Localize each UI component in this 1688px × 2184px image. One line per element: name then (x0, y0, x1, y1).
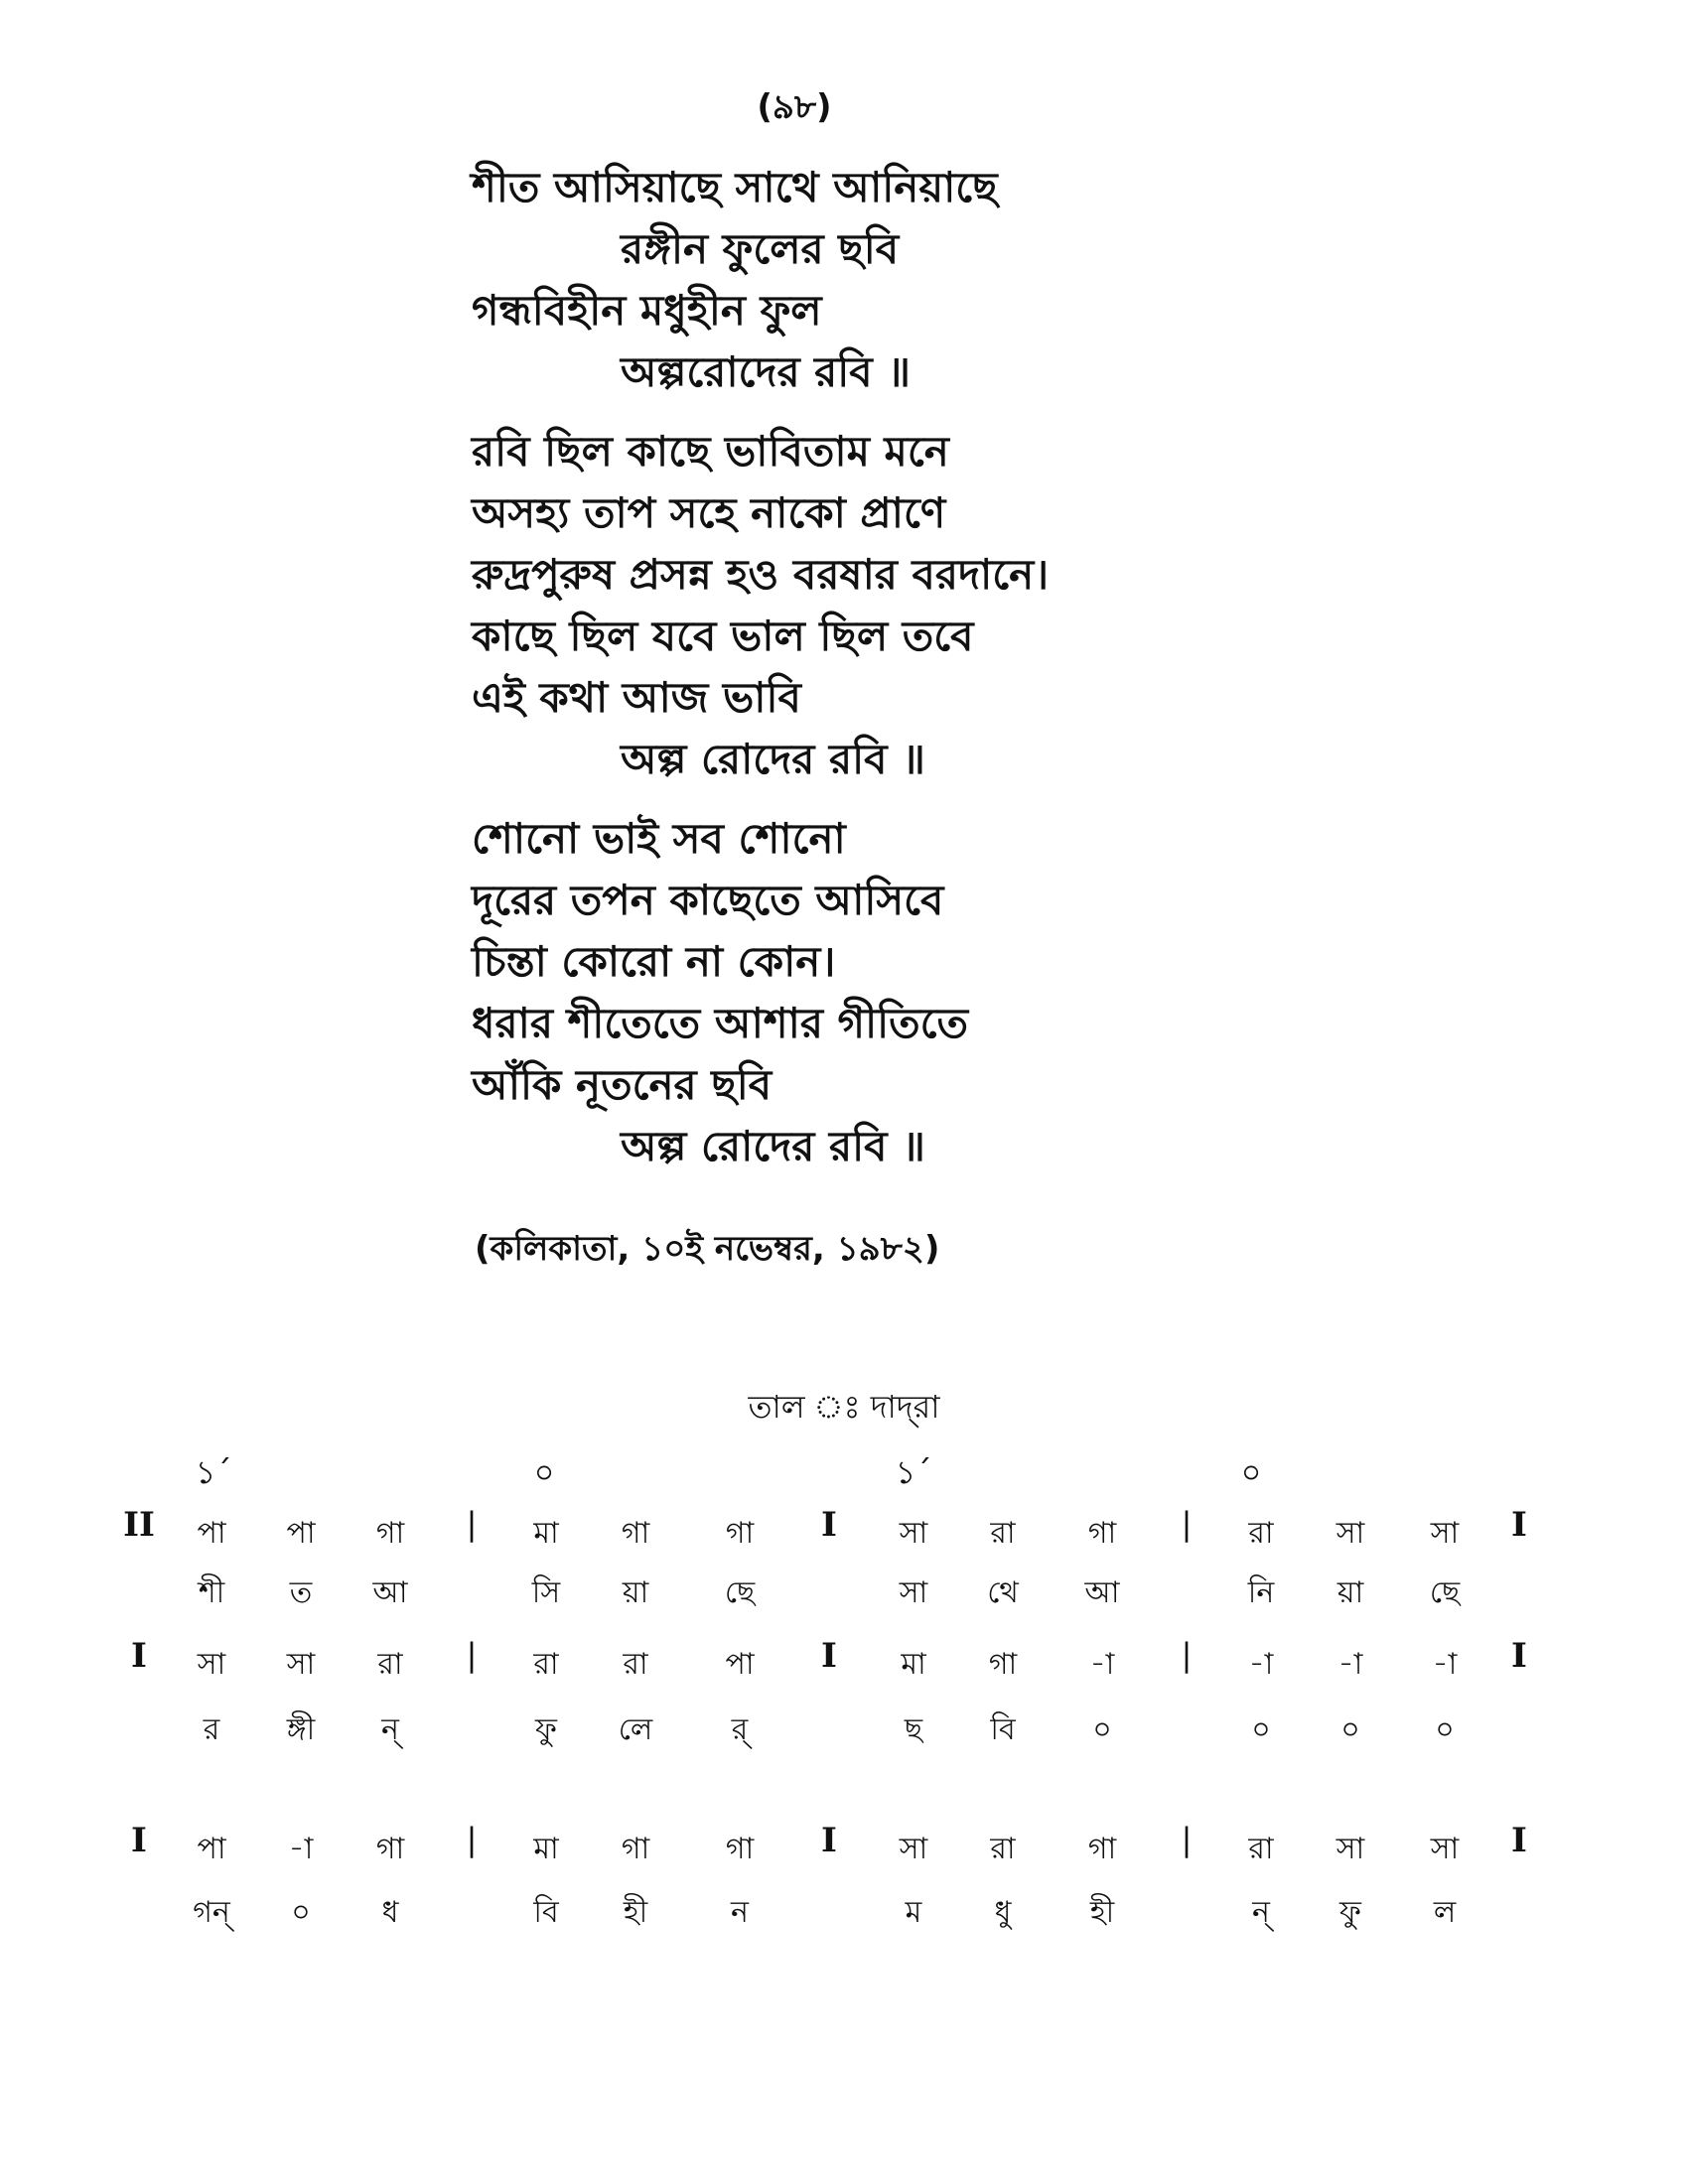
poem-line: অল্পরোদের রবি ॥ (621, 347, 912, 396)
lyric-syllable: আ (372, 1575, 408, 1610)
lyric-syllable: ০ (1340, 1712, 1360, 1747)
swara-note: গা (375, 1516, 405, 1551)
lyric-syllable: ছে (724, 1575, 756, 1610)
poem-line: রুদ্রপুরুষ প্রসন্ন হও বরষার বরদানে। (472, 550, 1050, 599)
lyric-syllable: ধু (994, 1895, 1012, 1930)
lyric-syllable: র (203, 1712, 220, 1747)
lyric-syllable: ধ (381, 1895, 399, 1930)
lyric-syllable: ল (1433, 1895, 1457, 1930)
poem-line: ধরার শীতেতে আশার গীতিতে (472, 999, 969, 1047)
swara-note: গা (621, 1832, 650, 1866)
swara-note: পা (725, 1647, 755, 1682)
swara-note: গা (1087, 1516, 1117, 1551)
lyric-syllable: আ (1084, 1575, 1120, 1610)
swara-note: সা (899, 1832, 928, 1866)
bar-line: | (1181, 1636, 1193, 1674)
swara-note: -া (1248, 1647, 1274, 1682)
row-end-mark: I (1511, 1505, 1527, 1545)
swara-note: রা (1248, 1832, 1274, 1866)
swara-note: সা (197, 1647, 226, 1682)
poem-line: এই কথা আজ ভাবি (472, 673, 801, 722)
tala-beat-mark: ০ (533, 1453, 555, 1491)
bar-line: | (1181, 1505, 1193, 1543)
swara-note: গা (621, 1516, 650, 1551)
tala-beat-mark: ১´ (895, 1453, 932, 1491)
row-start-mark: I (131, 1821, 147, 1860)
lyric-syllable: ফু (1339, 1895, 1361, 1930)
lyric-syllable: হী (1089, 1895, 1115, 1930)
lyric-syllable: ০ (291, 1895, 311, 1930)
row-end-mark: I (1511, 1636, 1527, 1676)
bar-line: I (821, 1821, 837, 1860)
lyric-syllable: লে (618, 1712, 653, 1747)
lyric-syllable: থে (987, 1575, 1019, 1610)
lyric-syllable: ম (905, 1895, 922, 1930)
swara-note: গা (1087, 1832, 1117, 1866)
swara-note: রা (533, 1647, 559, 1682)
row-start-mark: II (123, 1505, 155, 1545)
poem-line: শীত আসিয়াছে সাথে আনিয়াছে (472, 163, 998, 211)
poem-line: শোনো ভাই সব শোনো (472, 814, 846, 863)
poem-line: অল্প রোদের রবি ॥ (621, 1122, 925, 1170)
swara-note: -া (1432, 1647, 1458, 1682)
swara-note: রা (990, 1832, 1016, 1866)
page-number: (৯৮) (757, 87, 832, 127)
swara-note: গা (725, 1516, 755, 1551)
lyric-syllable: ন্ (1252, 1895, 1270, 1930)
swara-note: সা (1430, 1516, 1460, 1551)
swara-note: গা (375, 1832, 405, 1866)
poem-line: অল্প রোদের রবি ॥ (621, 735, 925, 783)
lyric-syllable: গন্ (193, 1895, 230, 1930)
swara-note: রা (1248, 1516, 1274, 1551)
lyric-syllable: ০ (1251, 1712, 1271, 1747)
bar-line: | (466, 1505, 478, 1543)
swara-note: রা (623, 1647, 648, 1682)
poem-line: আঁকি নূতনের ছবি (472, 1060, 773, 1109)
swara-note: মা (901, 1647, 926, 1682)
poem-line: চিন্তা কোরো না কোন। (472, 937, 836, 986)
poem-line: গন্ধবিহীন মধুহীন ফুল (472, 286, 822, 335)
lyric-syllable: সি (531, 1575, 561, 1610)
swara-note: -া (288, 1832, 314, 1866)
poem-line: অসহ্য তাপ সহে নাকো প্রাণে (472, 488, 946, 537)
swara-note: সা (286, 1647, 316, 1682)
lyric-syllable: হী (623, 1895, 648, 1930)
swara-note: -া (1337, 1647, 1363, 1682)
lyric-syllable: ন (731, 1895, 749, 1930)
lyric-syllable: য়া (622, 1575, 649, 1610)
swara-note: গা (725, 1832, 755, 1866)
swara-note: সা (1430, 1832, 1460, 1866)
tala-beat-mark: ০ (1240, 1453, 1262, 1491)
lyric-syllable: ০ (1092, 1712, 1112, 1747)
lyric-syllable: বি (990, 1712, 1016, 1747)
swara-note: মা (533, 1832, 559, 1866)
swara-note: সা (1336, 1516, 1365, 1551)
lyric-syllable: ত (289, 1575, 313, 1610)
tala-title: তাল ঃ দাদ্‌রা (748, 1388, 940, 1426)
lyric-syllable: ছে (1429, 1575, 1461, 1610)
swara-note: সা (899, 1516, 928, 1551)
bar-line: | (1181, 1821, 1193, 1858)
lyric-syllable: ঙ্গী (286, 1712, 316, 1747)
bar-line: I (821, 1636, 837, 1676)
swara-note: পা (286, 1516, 316, 1551)
lyric-syllable: সা (899, 1575, 928, 1610)
swara-note: সা (1336, 1832, 1365, 1866)
bar-line: I (821, 1505, 837, 1545)
lyric-syllable: ছ (904, 1712, 923, 1747)
swara-note: রা (377, 1647, 403, 1682)
swara-note: পা (197, 1832, 226, 1866)
row-end-mark: I (1511, 1821, 1527, 1860)
lyric-syllable: নি (1247, 1575, 1275, 1610)
swara-note: পা (197, 1516, 226, 1551)
poem-line: দূরের তপন কাছেতে আসিবে (472, 876, 944, 924)
lyric-syllable: বি (533, 1895, 559, 1930)
tala-beat-mark: ১´ (195, 1453, 232, 1491)
poem-line: রঙ্গীন ফুলের ছবি (621, 224, 900, 273)
swara-note: রা (990, 1516, 1016, 1551)
lyric-syllable: ন্ (381, 1712, 399, 1747)
bar-line: | (466, 1821, 478, 1858)
lyric-syllable: র্ (731, 1712, 749, 1747)
lyric-syllable: ০ (1435, 1712, 1455, 1747)
lyric-syllable: য়া (1336, 1575, 1364, 1610)
swara-note: মা (533, 1516, 559, 1551)
lyric-syllable: শী (198, 1575, 225, 1610)
poem-line: কাছে ছিল যবে ভাল ছিল তবে (472, 612, 974, 660)
lyric-syllable: ফু (535, 1712, 557, 1747)
row-start-mark: I (131, 1636, 147, 1676)
dateline: (কলিকাতা, ১০ই নভেম্বর, ১৯৮২) (475, 1229, 940, 1269)
poem-line: রবি ছিল কাছে ভাবিতাম মনে (472, 427, 949, 476)
bar-line: | (466, 1636, 478, 1674)
swara-note: -া (1089, 1647, 1115, 1682)
swara-note: গা (988, 1647, 1018, 1682)
